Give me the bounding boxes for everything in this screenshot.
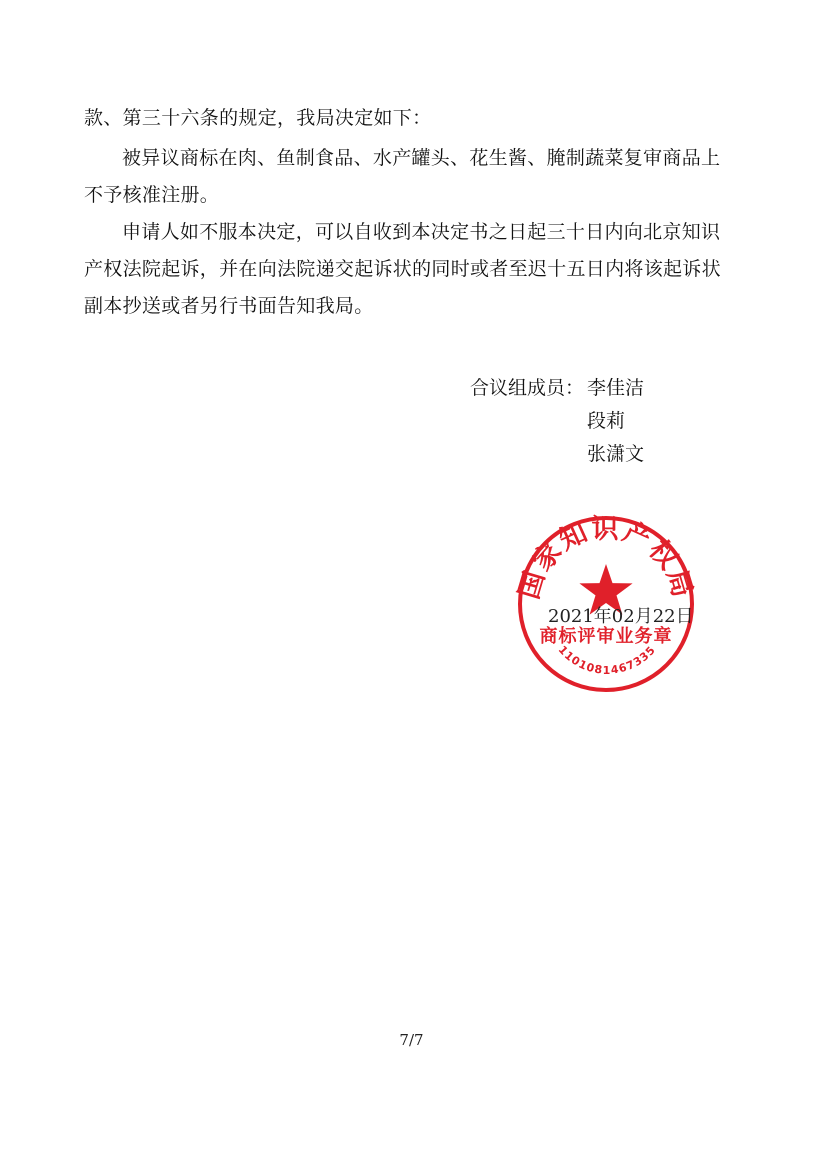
panel-label: 合议组成员： bbox=[470, 377, 585, 399]
panel-member-2: 段莉 bbox=[587, 410, 626, 432]
paragraph-3-line-3: 副本抄送或者另行书面告知我局。 bbox=[84, 295, 374, 317]
paragraph-1 bbox=[84, 100, 744, 137]
paragraph-3 bbox=[84, 214, 744, 325]
decision-date: 2021年02月22日 bbox=[548, 606, 694, 627]
seal-org-text: 国家知识产权局 bbox=[513, 514, 699, 603]
panel-member-1: 李佳洁 bbox=[587, 377, 645, 399]
paragraph-3-line-2: 产权法院起诉，并在向法院递交起诉状的同时或者至迟十五日内将该起诉状 bbox=[84, 258, 721, 280]
paragraph-2 bbox=[84, 140, 744, 214]
panel-members bbox=[587, 372, 644, 471]
seal-sub-text: 商标评审业务章 bbox=[539, 626, 673, 647]
seal-code: 1101081467335 bbox=[555, 643, 659, 677]
paragraph-1-line-1: 款、第三十六条的规定，我局决定如下： bbox=[84, 107, 432, 129]
panel-member-3: 张潇文 bbox=[587, 443, 645, 465]
page-number: 7/7 bbox=[399, 1031, 424, 1049]
paragraph-2-line-1: 被异议商标在肉、鱼制食品、水产罐头、花生酱、腌制蔬菜复审商品上 bbox=[122, 147, 721, 169]
paragraph-3-line-1: 申请人如不服本决定，可以自收到本决定书之日起三十日内向北京知识 bbox=[122, 221, 721, 243]
official-seal bbox=[513, 514, 699, 694]
paragraph-2-line-2: 不予核准注册。 bbox=[84, 184, 220, 206]
